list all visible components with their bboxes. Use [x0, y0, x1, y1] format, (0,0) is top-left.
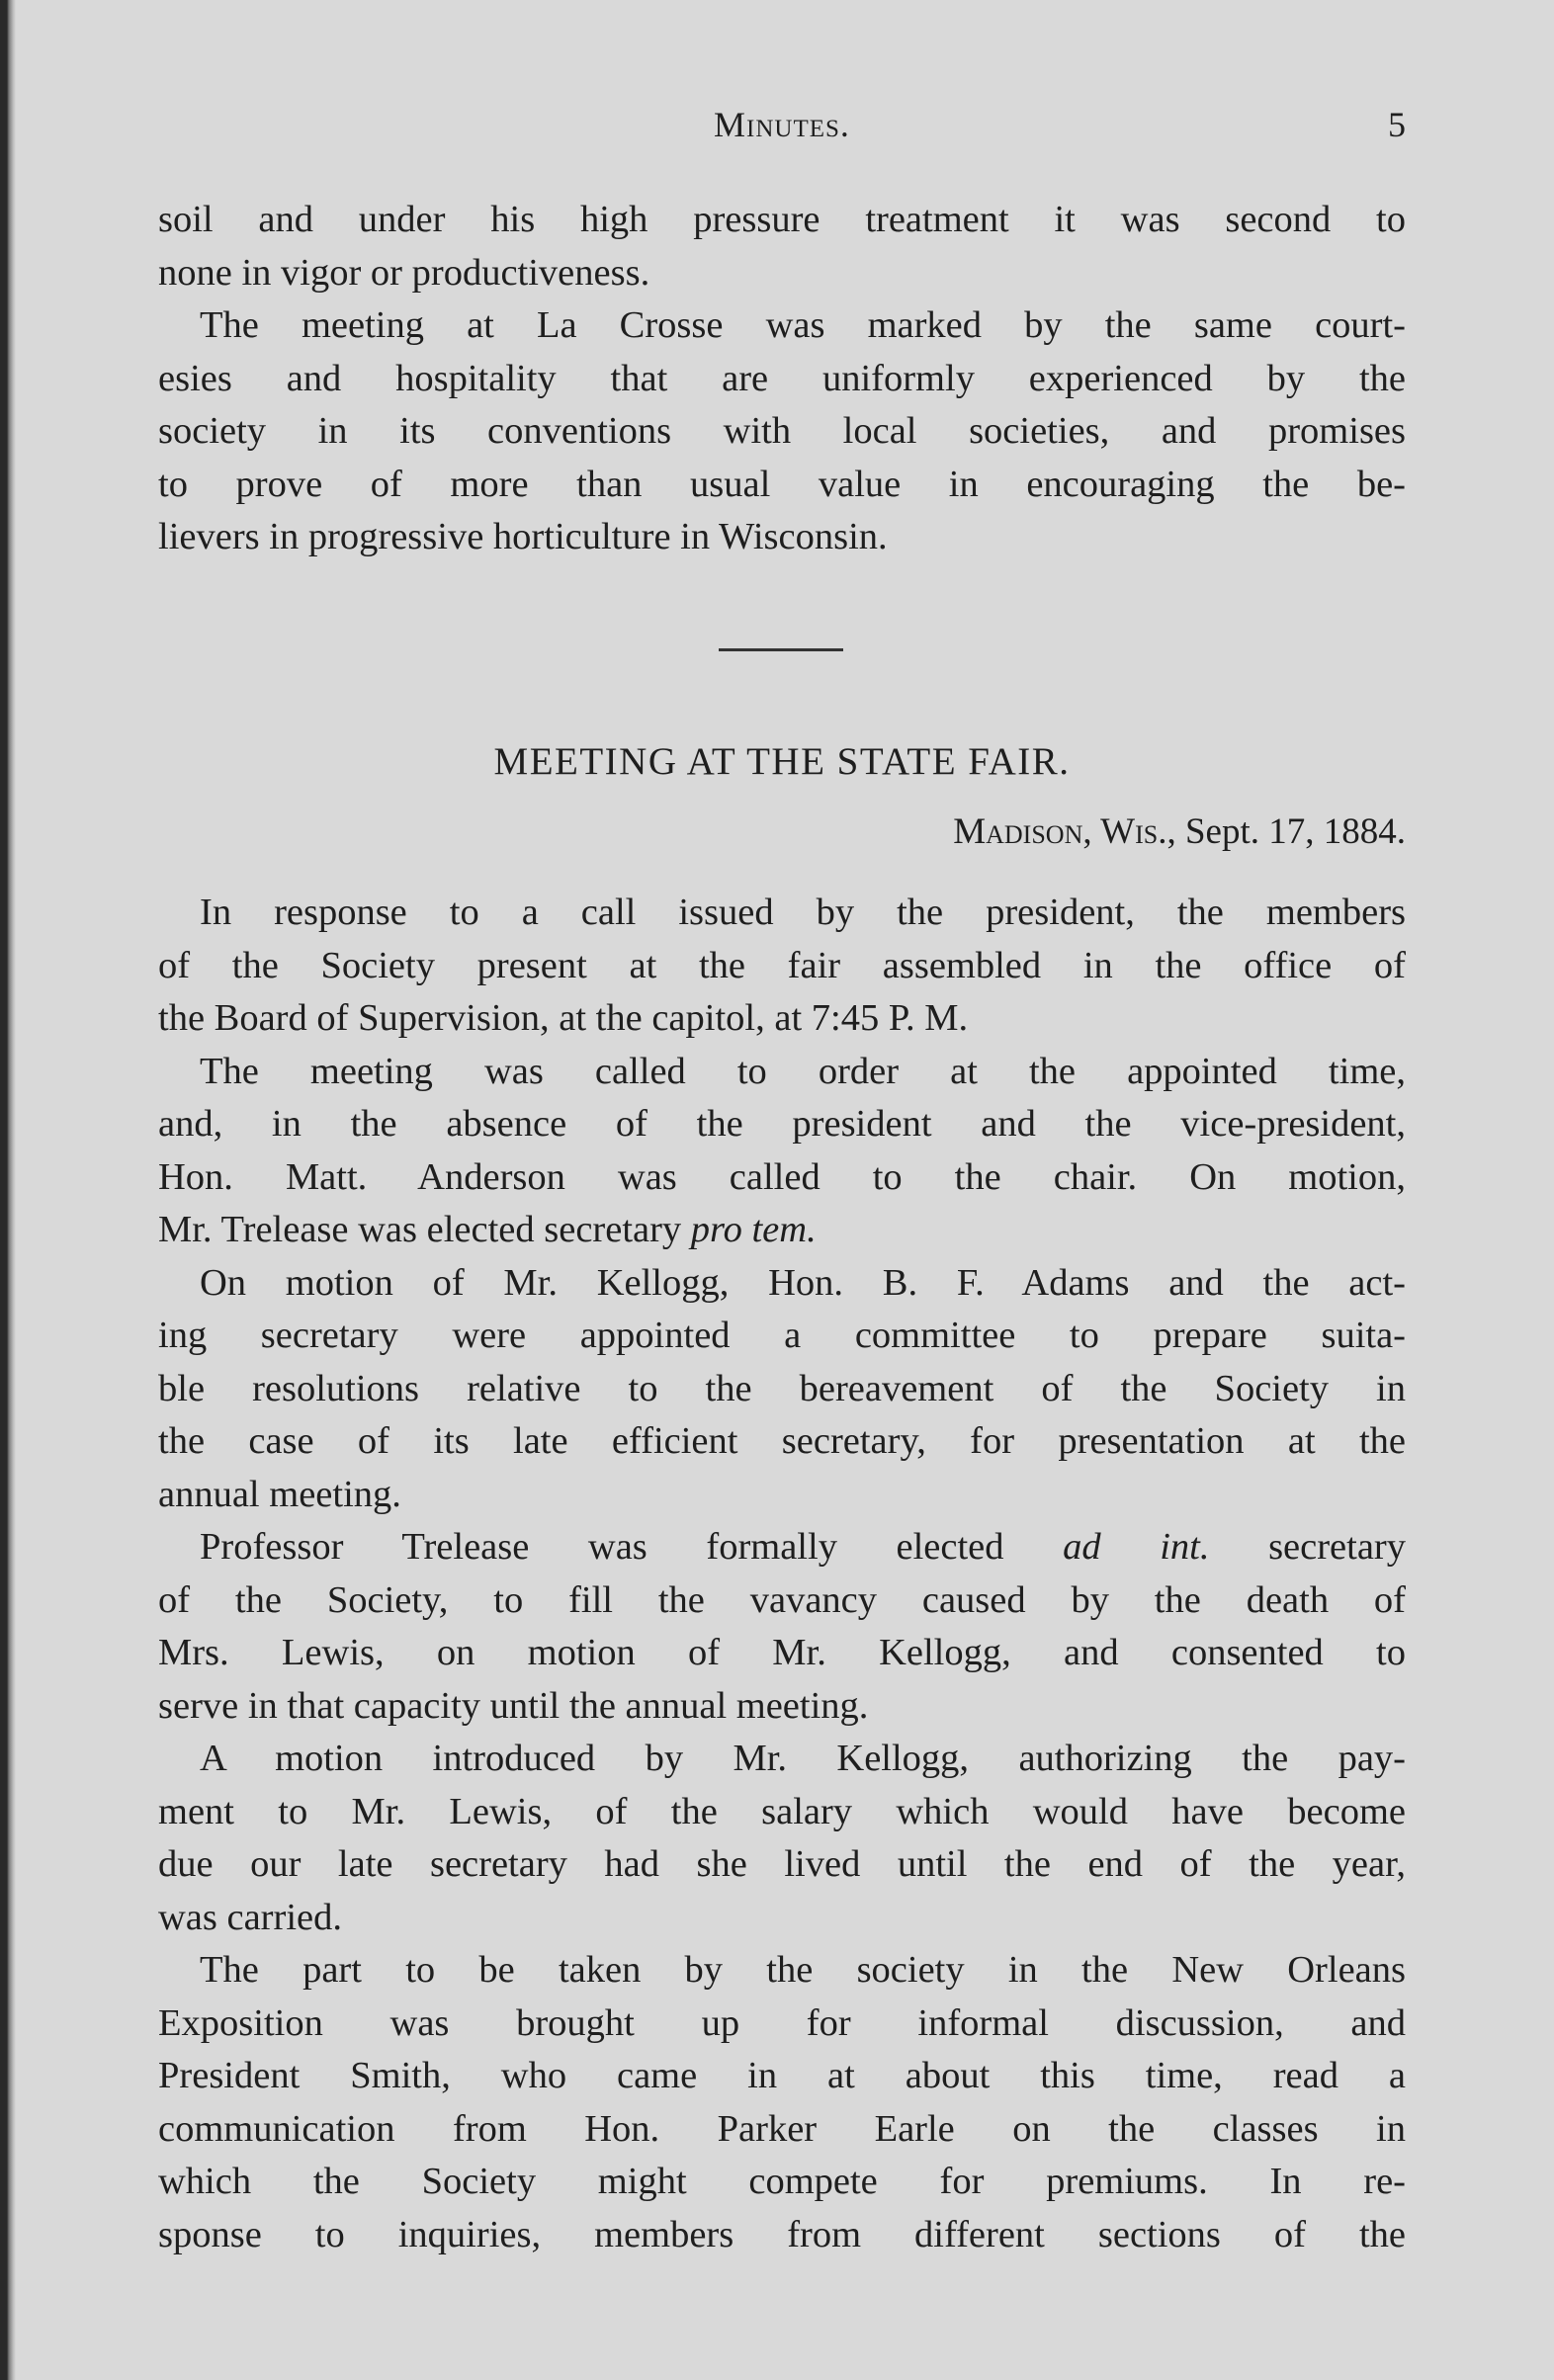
text-line: of the Society present at the fair assembled in the office of [158, 944, 1406, 986]
minutes-paragraphs [158, 887, 1406, 2261]
text-line: the case of its late efficient secretary, for presentation at the [158, 1420, 1406, 1462]
text-segment: secretary [1268, 1526, 1407, 1568]
text-line: society in its conventions with local societies, and promises [158, 410, 1406, 452]
text-line: The part to be taken by the society in the New Orleans [200, 1949, 1406, 1991]
dateline-place: Madison, Wis., [953, 811, 1176, 852]
continued-paragraphs [158, 194, 1406, 564]
text-line: communication from Hon. Parker Earle on the classes in [158, 2107, 1406, 2150]
text-line: Exposition was brought up for informal discussion, and [158, 2001, 1406, 2044]
dateline [953, 810, 1406, 853]
text-line: ing secretary were appointed a committee to prepare suita- [158, 1315, 1406, 1356]
book-page [158, 0, 1406, 2380]
text-line: which the Society might compete for premiums. In re- [158, 2161, 1406, 2202]
text-line: ble resolutions relative to the bereavement of the Society in [158, 1367, 1406, 1409]
text-line: The meeting at La Crosse was marked by the same court- [200, 304, 1406, 346]
text-line: soil and under his high pressure treatment it was second to [158, 199, 1406, 240]
text-segment: Mr. Trelease was elected secretary [158, 1209, 682, 1250]
text-line: to prove of more than usual value in encouraging the be- [158, 463, 1406, 505]
text-line: the Board of Supervision, at the capitol, at 7:45 P. M. [158, 997, 969, 1039]
book-binding-edge [0, 0, 16, 2380]
page-number: 5 [1388, 105, 1406, 144]
text-line: annual meeting. [158, 1473, 401, 1515]
text-line: serve in that capacity until the annual meeting. [158, 1684, 869, 1727]
text-line: lievers in progressive horticulture in Wisconsin. [158, 516, 888, 557]
running-head [158, 104, 1406, 153]
dateline-date: Sept. 17, 1884. [1184, 811, 1406, 852]
text-line [158, 1521, 1406, 1574]
italic-phrase: ad int. [1063, 1526, 1210, 1568]
text-line: President Smith, who came in at about this time, read a [158, 2055, 1406, 2096]
section-heading: MEETING AT THE STATE FAIR. [493, 740, 1071, 783]
text-line [158, 1204, 1406, 1257]
text-line: Hon. Matt. Anderson was called to the chair. On motion, [158, 1155, 1406, 1198]
text-line: due our late secretary had she lived until the end of the year, [158, 1843, 1406, 1885]
text-line: A motion introduced by Mr. Kellogg, authorizing the pay- [200, 1738, 1406, 1779]
italic-phrase: pro tem. [690, 1209, 817, 1250]
text-line: Mrs. Lewis, on motion of Mr. Kellogg, and consented to [158, 1632, 1406, 1673]
text-line: On motion of Mr. Kellogg, Hon. B. F. Adams and the act- [200, 1261, 1406, 1304]
running-title: Minutes. [714, 105, 850, 144]
text-line: none in vigor or productiveness. [158, 251, 650, 294]
text-line: The meeting was called to order at the appointed time, [200, 1050, 1406, 1092]
text-line: and, in the absence of the president and the vice-president, [158, 1103, 1406, 1145]
text-line: was carried. [158, 1896, 342, 1938]
text-line: esies and hospitality that are uniformly experienced by the [158, 357, 1406, 399]
text-line: of the Society, to fill the vavancy caused by the death of [158, 1578, 1406, 1621]
text-line: ment to Mr. Lewis, of the salary which would have become [158, 1790, 1406, 1832]
text-line: sponse to inquiries, members from different sections of the [158, 2213, 1406, 2255]
text-segment: Professor Trelease was formally elected [200, 1526, 1004, 1568]
text-line: In response to a call issued by the president, the members [200, 892, 1406, 933]
section-divider-rule [719, 648, 843, 651]
